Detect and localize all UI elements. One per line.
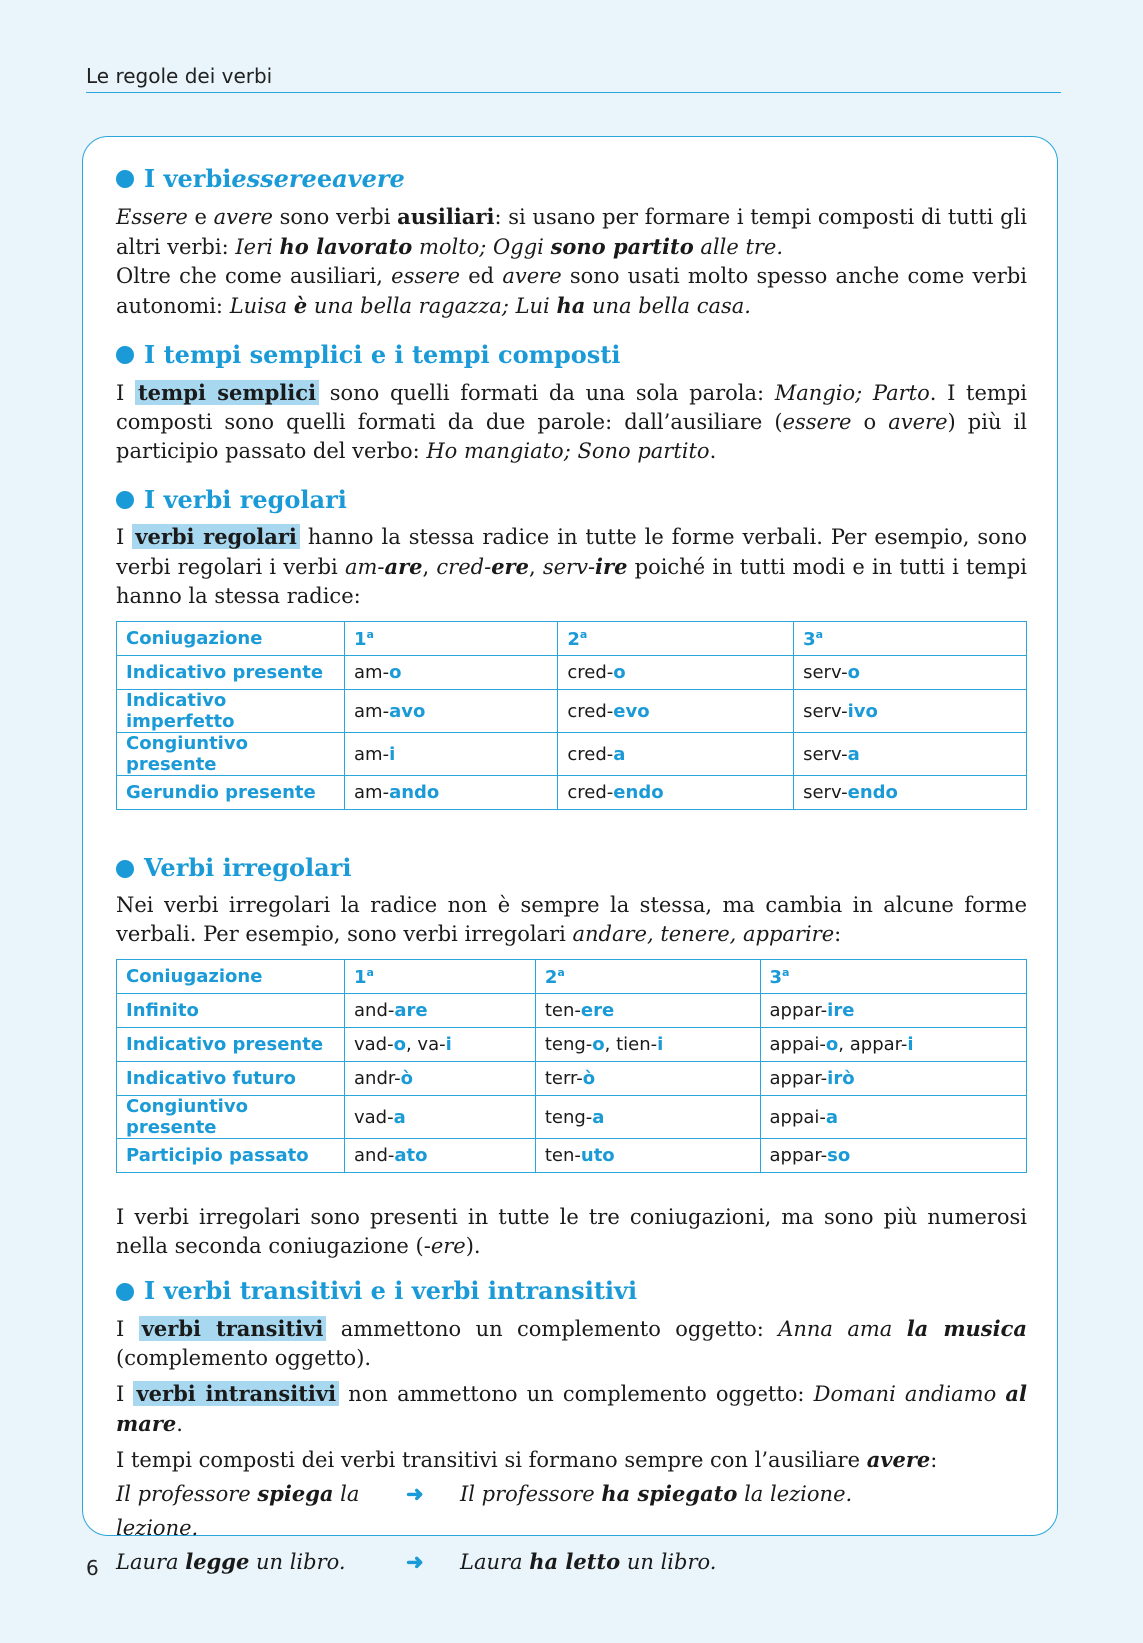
ordinal-suffix: a [815,627,824,641]
section-essere-avere [116,165,1027,321]
section-title: I tempi semplici e i tempi composti [116,341,1027,370]
row-label: Congiuntivo presente [117,733,345,776]
section-tempi [116,341,1027,466]
ending: avo [389,700,426,722]
table-cell [794,690,1027,733]
bullet-icon [116,346,134,364]
table-cell [345,776,558,810]
stem: ten- [544,1000,581,1022]
ending: ere [580,1000,615,1022]
conjugation-number: 3 [803,628,816,650]
paragraph: I verbi intransitivi non ammettono un complemento oggetto: Domani andiamo al mare. [116,1380,1027,1436]
table-header-cell [760,960,1027,994]
table-row [117,1096,1027,1139]
example-row [116,1477,1027,1545]
stem: am- [354,700,390,722]
bullet-icon [116,491,134,509]
bullet-icon [116,170,134,188]
table-cell [535,1028,760,1062]
irregular-verbs-table [116,959,1027,1173]
table-cell [558,776,794,810]
table-cell [794,656,1027,690]
row-label: Indicativo presente [117,1028,345,1062]
ending: ivo [847,700,878,722]
ending: endo [613,782,664,804]
stem: vad- [354,1034,394,1056]
table-cell [558,690,794,733]
table-cell [794,776,1027,810]
stem: appar- [769,1145,828,1167]
section-irregolari [116,854,1027,1261]
example-left: Laura legge un libro. [116,1548,346,1574]
conjugation-number: 2 [567,628,580,650]
paragraph: Oltre che come ausiliari, essere ed avere sono usati molto spesso anche come verbi autonomi: Luisa è una bella ragazza; Lui ha una bella casa. [116,263,1027,318]
ending: a [825,1106,839,1128]
right-arrow-icon: ➜ [406,1548,424,1574]
table-cell [345,1062,536,1096]
table-cell [558,656,794,690]
examples [116,1477,1027,1579]
example-row [116,1545,1027,1579]
ending: o [592,1034,605,1056]
table-cell [535,994,760,1028]
ending: so [827,1145,851,1167]
conjugation-number: 1 [354,966,367,988]
table-header-cell [794,622,1027,656]
section-title: I verbi transitivi e i verbi intransitivi [116,1277,1027,1306]
table-cell [760,1096,1027,1139]
table-cell [535,1096,760,1139]
stem: and- [354,1145,395,1167]
table-header-cell [558,622,794,656]
table-header-cell [535,960,760,994]
content-box [82,136,1058,1574]
ending: evo [613,700,650,722]
table-header-cell [345,960,536,994]
ending: ò [400,1068,413,1090]
ending: are [394,1000,428,1022]
table-row [117,1062,1027,1096]
ending: ando [389,782,440,804]
table-header-row [117,960,1027,994]
stem: , appar- [838,1034,908,1056]
stem: serv- [803,782,848,804]
ordinal-suffix: a [557,965,565,979]
stem: cred- [567,743,614,765]
table-row [117,994,1027,1028]
ordinal-suffix: a [579,627,588,641]
stem: am- [354,782,390,804]
stem: teng- [544,1034,593,1056]
row-label: Indicativo futuro [117,1062,345,1096]
ending: o [825,1034,839,1056]
ending: o [613,662,626,684]
row-label: Gerundio presente [117,776,345,810]
paragraph: I verbi irregolari sono presenti in tutte le tre coniugazioni, ma sono più numerosi nella seconda coniugazione (-ere). [116,1205,1027,1259]
right-arrow-icon: ➜ [406,1480,424,1506]
row-label: Infinito [117,994,345,1028]
table-cell [760,1062,1027,1096]
conjugation-number: 3 [769,966,783,988]
ending: irò [827,1068,855,1090]
table-cell [345,690,558,733]
ending: o [847,662,860,684]
ending: a [847,743,860,765]
row-label: Participio passato [117,1139,345,1173]
running-head: Le regole dei verbi [86,64,1061,93]
conjugation-number: 2 [544,966,558,988]
row-label: Congiuntivo presente [117,1096,345,1139]
stem: ten- [544,1145,581,1167]
ordinal-suffix: a [366,965,374,979]
table-row [117,776,1027,810]
table-cell [345,1139,536,1173]
table-cell [345,1028,536,1062]
stem: , va- [405,1034,446,1056]
stem: am- [354,662,390,684]
stem: and- [354,1000,395,1022]
section-transitivi [116,1277,1027,1579]
paragraph: I verbi regolari hanno la stessa radice in tutte le forme verbali. Per esempio, sono verbi regolari i verbi am-are, cred-ere, serv-ire poiché in tutti modi e in tutti i tempi hanno la stessa radice: [116,524,1027,609]
table-header-row [117,622,1027,656]
ending: o [389,662,402,684]
stem: am- [354,743,390,765]
stem: terr- [544,1068,583,1090]
table-row [117,1028,1027,1062]
table-cell [760,994,1027,1028]
ending: uto [580,1145,615,1167]
table-cell [345,656,558,690]
ending: ò [582,1068,596,1090]
ending: i [389,743,396,765]
ending: o [393,1034,406,1056]
bullet-icon [116,860,134,878]
conjugation-number: 1 [354,628,367,650]
stem: appar- [769,1000,828,1022]
table-cell [345,1096,536,1139]
section-regolari [116,486,1027,811]
stem: , tien- [604,1034,658,1056]
ending: ire [827,1000,855,1022]
stem: appar- [769,1068,828,1090]
stem: cred- [567,662,614,684]
row-label: Indicativo presente [117,656,345,690]
table-cell [558,733,794,776]
paragraph: Nei verbi irregolari la radice non è sempre la stessa, ma cambia in alcune forme verbali. Per esempio, sono verbi irregolari andare, tenere, apparire: [116,893,1027,947]
paragraph: I tempi composti dei verbi transitivi si formano sempre con l’ausiliare avere: [116,1446,938,1472]
table-header-cell: Coniugazione [117,622,345,656]
stem: appai- [769,1106,826,1128]
table-cell [535,1062,760,1096]
table-header-cell [345,622,558,656]
paragraph: Essere e avere sono verbi ausiliari: si usano per formare i tempi composti di tutti gli altri verbi: Ieri ho lavorato molto; Oggi sono partito alle tre. [116,203,1027,259]
ending: i [657,1034,664,1056]
paragraph: I verbi transitivi ammettono un complemento oggetto: Anna ama la musica (complemento oggetto). [116,1315,1027,1370]
ending: i [445,1034,452,1056]
table-cell [345,994,536,1028]
table-cell [760,1028,1027,1062]
section-title: Verbi irregolari [116,854,1027,883]
paragraph: I tempi semplici sono quelli formati da una sola parola: Mangio; Parto. I tempi composti sono quelli formati da due parole: dall’ausiliare (essere o avere) più il participio passato del verbo: Ho mangiato; Sono partito. [116,379,1027,463]
stem: vad- [354,1106,394,1128]
example-left: Il professore spiega la lezione. [116,1480,360,1540]
section-title: I verbi regolari [116,486,1027,515]
table-row [117,733,1027,776]
ordinal-suffix: a [366,627,374,641]
table-cell [345,733,558,776]
stem: serv- [803,700,848,722]
example-right: Il professore ha spiegato la lezione. [460,1480,853,1506]
section-title: I verbi essere e avere [116,165,1027,194]
ending: a [613,743,626,765]
table-cell [760,1139,1027,1173]
table-cell [535,1139,760,1173]
bullet-icon [116,1283,134,1301]
stem: serv- [803,662,848,684]
ending: i [907,1034,914,1056]
stem: cred- [567,782,614,804]
stem: appai- [769,1034,826,1056]
ending: endo [847,782,898,804]
example-right: Laura ha letto un libro. [460,1548,717,1574]
stem: cred- [567,700,614,722]
table-cell [794,733,1027,776]
row-label: Indicativo imperfetto [117,690,345,733]
stem: serv- [803,743,848,765]
table-row [117,656,1027,690]
stem: andr- [354,1068,401,1090]
page-number: 6 [86,1556,99,1580]
table-row [117,1139,1027,1173]
ending: ato [394,1145,428,1167]
stem: teng- [544,1106,593,1128]
table-row [117,690,1027,733]
table-header-cell: Coniugazione [117,960,345,994]
ending: a [592,1106,605,1128]
regular-verbs-table [116,621,1027,810]
ordinal-suffix: a [782,965,790,979]
ending: a [393,1106,406,1128]
